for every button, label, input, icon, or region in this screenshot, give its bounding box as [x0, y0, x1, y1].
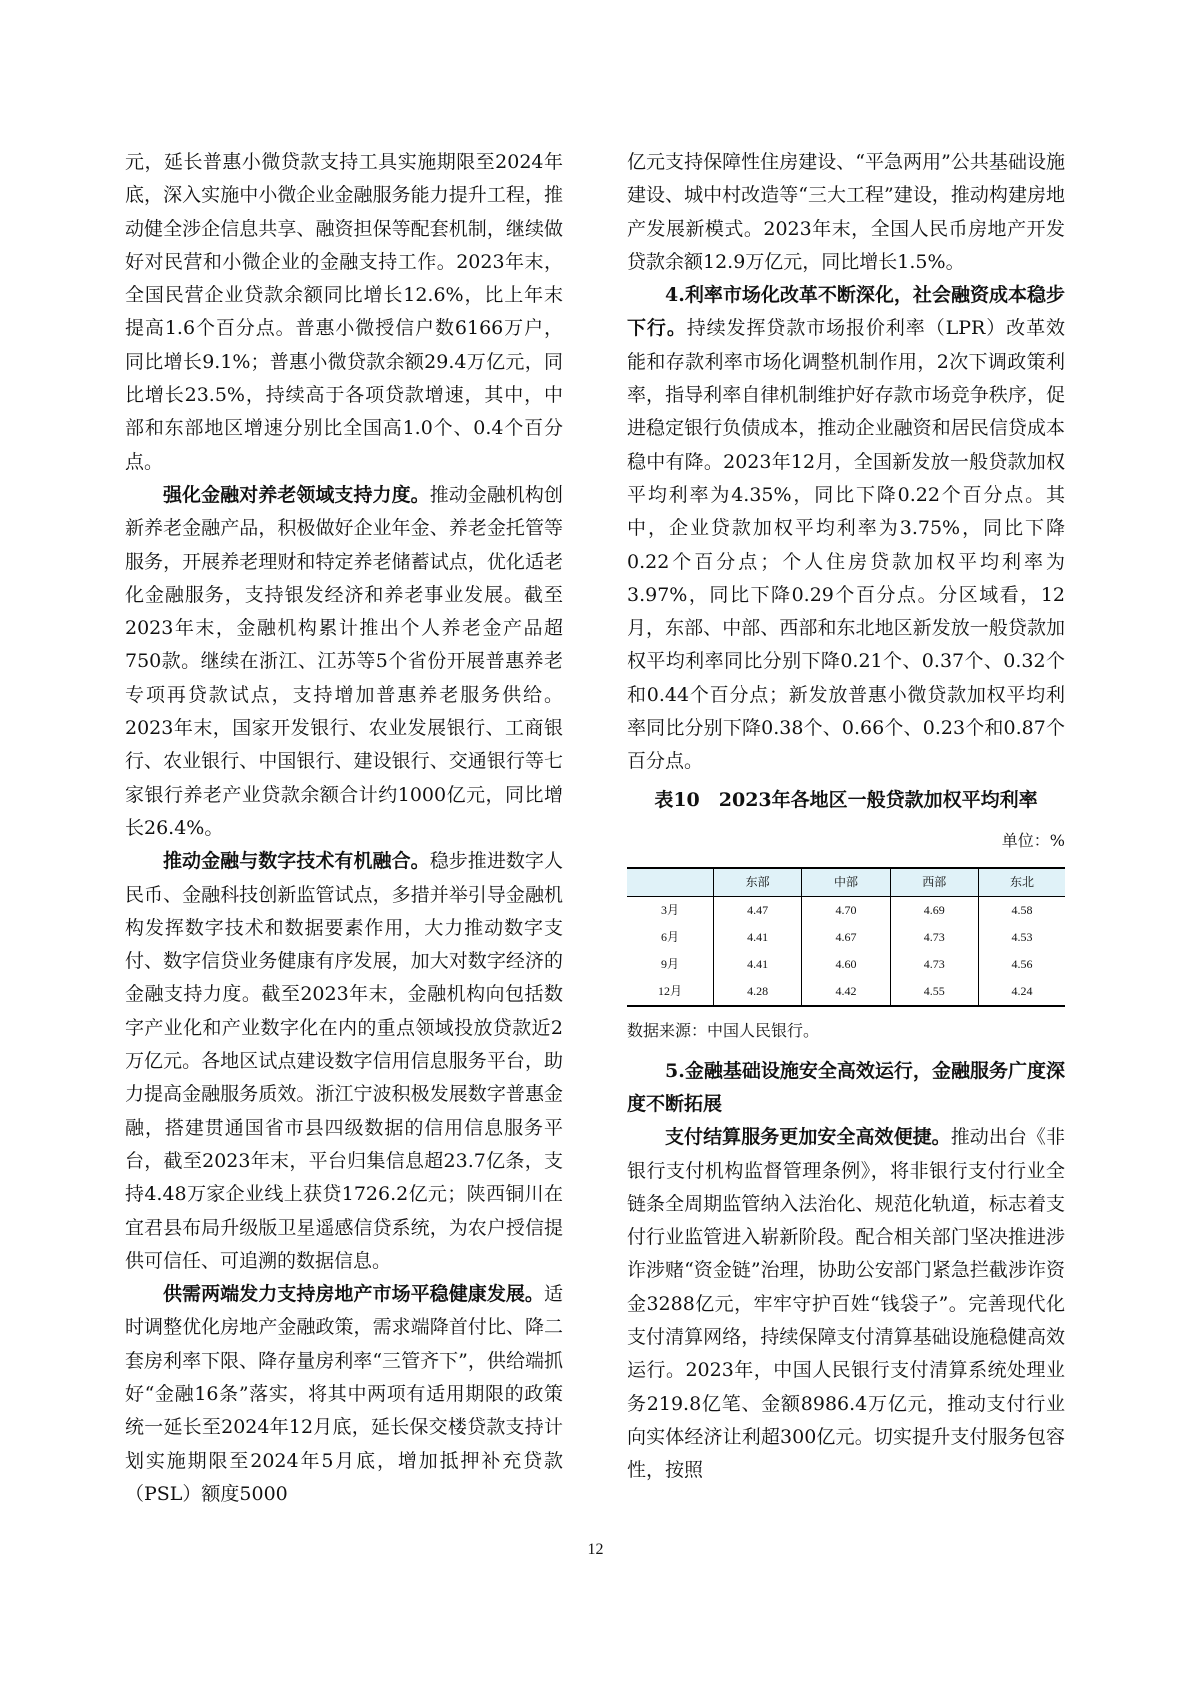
paragraph-digital-finance	[125, 845, 563, 1278]
table-header-central: 中部	[802, 868, 890, 897]
table-cell: 4.60	[802, 951, 890, 978]
table-cell: 4.69	[890, 896, 978, 924]
page-number: 12	[587, 1541, 604, 1558]
paragraph-small-micro-loans: 元，延长普惠小微贷款支持工具实施期限至2024年底，深入实施中小微企业金融服务能力提升工程，推动健全涉企信息共享、融资担保等配套机制，继续做好对民营和小微企业的金融支持工作。2023年末，全国民营企业贷款余额同比增长12.6%，比上年末提高1.6个百分点。普惠小微授信户数6166万户，同比增长9.1%；普惠小微贷款余额29.4万亿元，同比增长23.5%，持续高于各项贷款增速，其中，中部和东部地区增速分别比全国高1.0个、0.4个百分点。	[125, 151, 563, 473]
table-cell: 4.58	[978, 896, 1065, 924]
paragraph-interest-rate	[627, 279, 1065, 778]
row-month: 12月	[658, 984, 683, 999]
body-elderly-finance: 推动金融机构创新养老金融产品，积极做好企业年金、养老金托管等服务，开展养老理财和特定养老储蓄试点，优化适老化金融服务，支持银发经济和养老事业发展。截至2023年末，金融机构累计推出个人养老金产品超750款。继续在浙江、江苏等5个省份开展普惠养老专项再贷款试点，支持增加普惠养老服务供给。2023年末，国家开发银行、农业发展银行、工商银行、农业银行、中国银行、建设银行、交通银行等七家银行养老产业贷款余额合计约1000亿元，同比增长26.4%。	[125, 483, 563, 839]
lead-elderly-finance: 强化金融对养老领域支持力度。	[163, 483, 430, 506]
table-row	[627, 896, 1065, 924]
row-month: 3月	[661, 903, 680, 918]
table-cell: 4.73	[890, 924, 978, 951]
lead-digital-finance: 推动金融与数字技术有机融合。	[163, 850, 430, 873]
table-cell: 4.70	[802, 896, 890, 924]
table-header-northeast: 东北	[978, 868, 1065, 897]
table-cell: 4.42	[802, 978, 890, 1006]
row-month: 6月	[661, 930, 680, 945]
table-unit: 单位：%	[1001, 830, 1065, 850]
table-row	[627, 924, 1065, 951]
table-cell: 4.53	[978, 924, 1065, 951]
table-row	[627, 951, 1065, 978]
table-header-west: 西部	[890, 868, 978, 897]
paragraph-real-estate	[125, 1278, 563, 1511]
table-row	[627, 978, 1065, 1006]
lead-payment-settlement: 支付结算服务更加安全高效便捷。	[665, 1126, 951, 1149]
table-cell: 4.41	[714, 951, 802, 978]
body-real-estate: 适时调整优化房地产金融政策，需求端降首付比、降二套房利率下限、降存量房利率“三管齐下”，供给端抓好“金融16条”落实，将其中两项有适用期限的政策统一延长至2024年12月底，延长保交楼贷款支持计划实施期限至2024年5月底，增加抵押补充贷款（PSL）额度5000	[125, 1283, 563, 1505]
right-column	[627, 146, 1065, 1488]
section-heading-infrastructure: 5.金融基础设施安全高效运行，金融服务广度深度不断拓展	[627, 1059, 1065, 1115]
table-header-corner	[627, 868, 714, 897]
table-title: 表10 2023年各地区一般贷款加权平均利率	[654, 788, 1038, 811]
table-source-note: 数据来源：中国人民银行。	[627, 1020, 820, 1040]
table-header-row	[627, 868, 1065, 897]
paragraph-payment-settlement	[627, 1121, 1065, 1487]
regional-rate-table	[627, 867, 1065, 1007]
left-column	[125, 146, 563, 1511]
body-interest-rate: 持续发挥贷款市场报价利率（LPR）改革效能和存款利率市场化调整机制作用，2次下调政策利率，指导利率自律机制维护好存款市场竞争秩序，促进稳定银行负债成本，推动企业融资和居民信贷成本稳中有降。2023年12月，全国新发放一般贷款加权平均利率为4.35%，同比下降0.22个百分点。其中，企业贷款加权平均利率为3.75%，同比下降0.22个百分点；个人住房贷款加权平均利率为3.97%，同比下降0.29个百分点。分区域看，12月，东部、中部、西部和东北地区新发放一般贷款加权平均利率同比分别下降0.21个、0.37个、0.32个和0.44个百分点；新发放普惠小微贷款加权平均利率同比分别下降0.38个、0.66个、0.23个和0.87个百分点。	[627, 317, 1065, 773]
table-cell: 4.56	[978, 951, 1065, 978]
lead-interest-rate: 4.利率市场化改革不断深化，社会融资成本稳步下行。	[627, 284, 1065, 340]
row-month: 9月	[661, 957, 680, 972]
table-cell: 4.28	[714, 978, 802, 1006]
body-digital-finance: 稳步推进数字人民币、金融科技创新监管试点，多措并举引导金融机构发挥数字技术和数据要素作用，大力推动数字支付、数字信贷业务健康有序发展，加大对数字经济的金融支持力度。截至2023年末，金融机构向包括数字产业化和产业数字化在内的重点领域投放贷款近2万亿元。各地区试点建设数字信用信息服务平台，助力提高金融服务质效。浙江宁波积极发展数字普惠金融，搭建贯通国省市县四级数据的信用信息服务平台，截至2023年末，平台归集信息超23.7亿条，支持4.48万家企业线上获贷1726.2亿元；陕西铜川在宜君县布局升级版卫星遥感信贷系统，为农户授信提供可信任、可追溯的数据信息。	[125, 850, 563, 1272]
table-cell: 4.67	[802, 924, 890, 951]
table-cell: 4.47	[714, 896, 802, 924]
body-payment-settlement: 推动出台《非银行支付机构监督管理条例》，将非银行支付行业全链条全周期监管纳入法治化、规范化轨道，标志着支付行业监管进入崭新阶段。配合相关部门坚决推进涉诈涉赌“资金链”治理，协助公安部门紧急拦截涉诈资金3288亿元，牢牢守护百姓“钱袋子”。完善现代化支付清算网络，持续保障支付清算基础设施稳健高效运行。2023年，中国人民银行支付清算系统处理业务219.8亿笔、金额8986.4万亿元，推动支付行业向实体经济让利超300亿元。切实提升支付服务包容性，按照	[627, 1126, 1065, 1482]
lead-real-estate: 供需两端发力支持房地产市场平稳健康发展。	[163, 1283, 544, 1306]
table-cell: 4.73	[890, 951, 978, 978]
table-header-east: 东部	[714, 868, 802, 897]
table-cell: 4.24	[978, 978, 1065, 1006]
paragraph-elderly-finance	[125, 479, 563, 845]
paragraph-housing-continued: 亿元支持保障性住房建设、“平急两用”公共基础设施建设、城中村改造等“三大工程”建设，推动构建房地产发展新模式。2023年末，全国人民币房地产开发贷款余额12.9万亿元，同比增长1.5%。	[627, 151, 1065, 273]
table-cell: 4.55	[890, 978, 978, 1006]
table-cell: 4.41	[714, 924, 802, 951]
